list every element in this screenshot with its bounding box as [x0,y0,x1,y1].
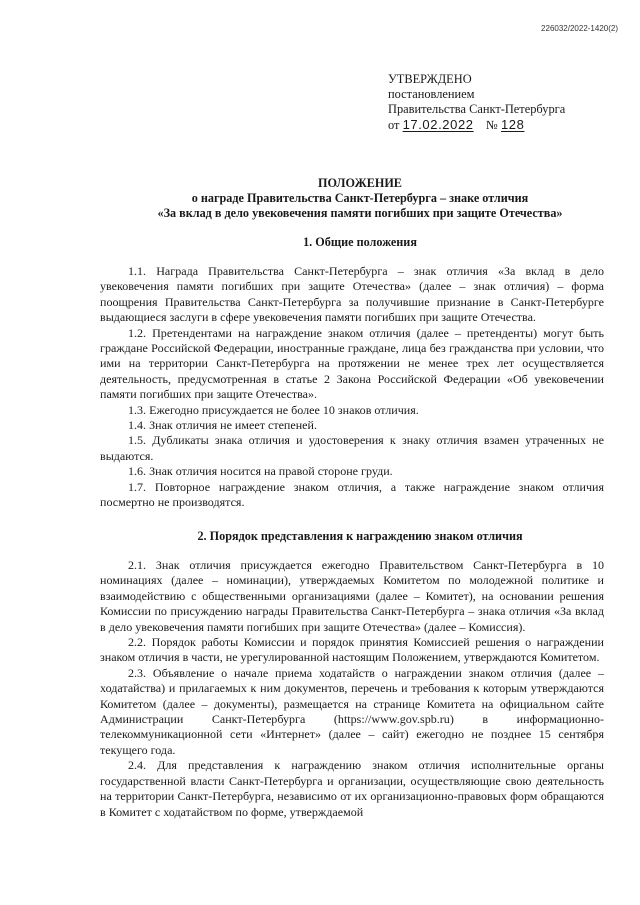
section-1-heading: 1. Общие положения [303,235,417,249]
approval-date-line [388,117,628,133]
approval-authority: Правительства Санкт-Петербурга [388,102,566,116]
approval-heading: УТВЕРЖДЕНО [388,72,472,86]
paragraph: 1.2. Претендентами на награждение знаком отличия (далее – претенденты) могут быть граждане Российской Федерации, иностранные граждане, лица без гражданства при условии, что ими на территории Санкт-Петербурга на протяжении не менее трех лет осуществляется деятельность, предусмотренная в статье 2 Закона Российской Федерации «Об увековечении памяти погибших при защите Отечества». [100,325,604,402]
paragraph: 2.3. Объявление о начале приема ходатайств о награждении знаком отличия (далее – ходатайства) и прилагаемых к ним документов, перечень и требования к которым утверждаются Комитетом (далее – документы), размещается на странице Комитета на официальном сайте Администрации Санкт-Петербурга (https://www.gov.spb.ru) в информационно-телекоммуникационной сети «Интернет» (далее – сайт) ежегодно не позднее 15 сентября текущего года. [100,665,604,757]
document-title [100,176,620,221]
title-line-2: о награде Правительства Санкт-Петербурга – знаке отличия [191,191,529,205]
paragraph: 1.5. Дубликаты знака отличия и удостоверения к знаку отличия взамен утраченных не выдаются. [100,433,604,463]
number-prefix: № [486,118,498,132]
section-2-heading: 2. Порядок представления к награждению знаком отличия [197,529,523,543]
section-2-body [100,558,604,820]
paragraph: 2.1. Знак отличия присуждается ежегодно Правительством Санкт-Петербурга в 10 номинациях (далее – номинации), утверждаемых Комитетом по молодежной политике и взаимодействию с общественными организациями (далее – Комитет), на основании решения Комиссии по присуждению награды Правительства Санкт-Петербурга – знака отличия «За вклад в дело увековечения памяти погибших при защите Отечества» (далее – Комиссия). [100,558,604,634]
paragraph: 2.2. Порядок работы Комиссии и порядок принятия Комиссией решения о награждении знаком отличия в части, не урегулированной настоящим Положением, утверждаются Комитетом. [100,635,604,665]
approval-number: 128 [500,117,525,132]
approval-by: постановлением [388,87,475,101]
section-1-body [100,264,604,511]
paragraph: 1.3. Ежегодно присуждается не более 10 знаков отличия. [128,402,419,417]
paragraph: 2.4. Для представления к награждению знаком отличия исполнительные органы государственной власти Санкт-Петербурга и организации, осуществляющие свою деятельность на территории Санкт-Петербурга, независимо от их организационно-правовых форм обращаются в Комитет с ходатайством по форме, утверждаемой [100,758,604,819]
approval-date: 17.02.2022 [402,117,474,132]
paragraph: 1.7. Повторное награждение знаком отличия, а также награждение знаком отличия посмертно не производятся. [100,479,604,510]
document-number: 226032/2022-1420(2) [541,24,618,33]
paragraph: 1.1. Награда Правительства Санкт-Петербурга – знак отличия «За вклад в дело увековечения памяти погибших при защите Отечества» (далее – знак отличия) – форма поощрения Правительства Санкт-Петербурга за получившие признание в Санкт-Петербурге выдающиеся заслуги в сфере увековечения памяти погибших при защите Отечества. [100,264,604,325]
paragraph: 1.4. Знак отличия не имеет степеней. [128,418,317,433]
title-heading: ПОЛОЖЕНИЕ [318,176,402,190]
approval-block [388,72,628,133]
title-line-3: «За вклад в дело увековечения памяти погибших при защите Отечества» [157,206,563,220]
paragraph: 1.6. Знак отличия носится на правой стороне груди. [128,464,393,479]
date-prefix: от [388,118,400,132]
